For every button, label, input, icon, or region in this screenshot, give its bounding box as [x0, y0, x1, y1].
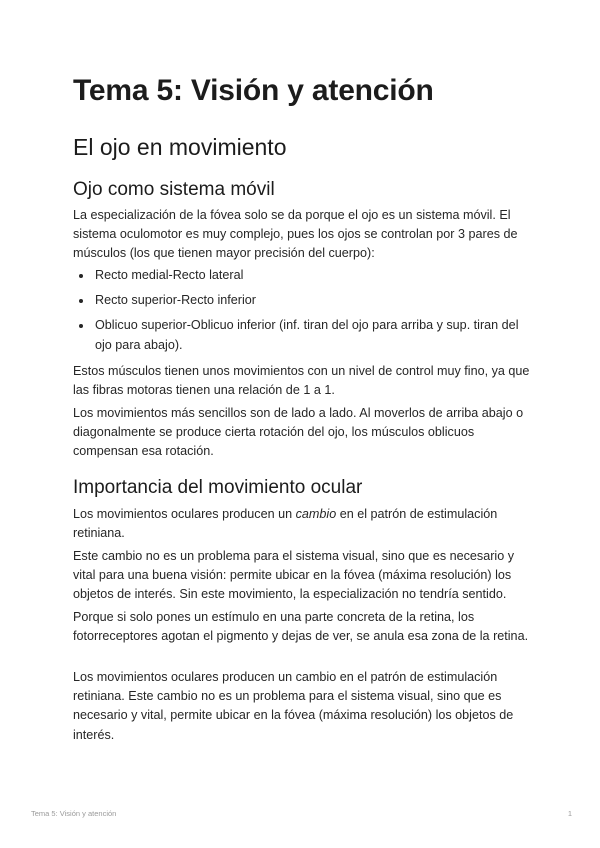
bullet-icon [79, 324, 83, 328]
paragraph-cambio [73, 505, 533, 543]
page-title: Tema 5: Visión y atención [73, 74, 434, 107]
list-item [73, 316, 533, 354]
list-item-text: Recto superior-Recto inferior [95, 293, 256, 308]
list-item-text: Recto medial-Recto lateral [95, 268, 244, 282]
list-item [73, 266, 533, 285]
page-number: 1 [567, 809, 572, 818]
muscle-list [73, 266, 533, 361]
paragraph-movimientos-sencillos: Los movimientos más sencillos son de lado a lado. Al moverlos de arriba abajo o diagonalmente se produce cierta rotación del ojo, los músculos oblicuos compensan esa rotación. [73, 406, 524, 459]
subsection-heading-importancia: Importancia del movimiento ocular [73, 477, 363, 498]
bullet-icon [79, 274, 83, 278]
paragraph-text: en el patrón de estimulación retiniana. [73, 507, 498, 541]
emphasis-text: cambio [295, 507, 337, 521]
paragraph-pigmento: Porque si solo pones un estímulo en una parte concreta de la retina, los fotorreceptores agotan el pigmento y dejas de ver, se anula esa zona de la retina. [73, 610, 529, 644]
intro-paragraph: La especialización de la fóvea solo se da porque el ojo es un sistema móvil. El sistema oculomotor es muy complejo, pues los ojos se controlan por 3 pares de músculos (los que tienen mayor precisión del cuerpo): [73, 208, 518, 261]
subsection-heading-ojo-movil: Ojo como sistema móvil [73, 179, 275, 200]
footer-title: Tema 5: Visión y atención [31, 809, 117, 818]
section-heading: El ojo en movimiento [73, 134, 287, 160]
list-item-text: Oblicuo superior-Oblicuo inferior (inf. tiran del ojo para arriba y sup. tiran del ojo para abajo). [95, 318, 519, 352]
paragraph-resumen: Los movimientos oculares producen un cambio en el patrón de estimulación retiniana. Este cambio no es un problema para el sistema visual, sino que es necesario y vital, permite ubicar en la fóvea (máxima resolución) los objetos de interés. [73, 670, 514, 742]
bullet-icon [79, 299, 83, 303]
list-item [73, 291, 533, 310]
paragraph-control-fino: Estos músculos tienen unos movimientos con un nivel de control muy fino, ya que las fibras motoras tienen una relación de 1 a 1. [73, 364, 530, 398]
paragraph-text: Los movimientos oculares producen un [73, 507, 296, 521]
paragraph-vital-vision: Este cambio no es un problema para el sistema visual, sino que es necesario y vital para una buena visión: permite ubicar en la fóvea (máxima resolución) los objetos de interés. Sin este movimiento, la especialización no tendría sentido. [73, 549, 515, 602]
